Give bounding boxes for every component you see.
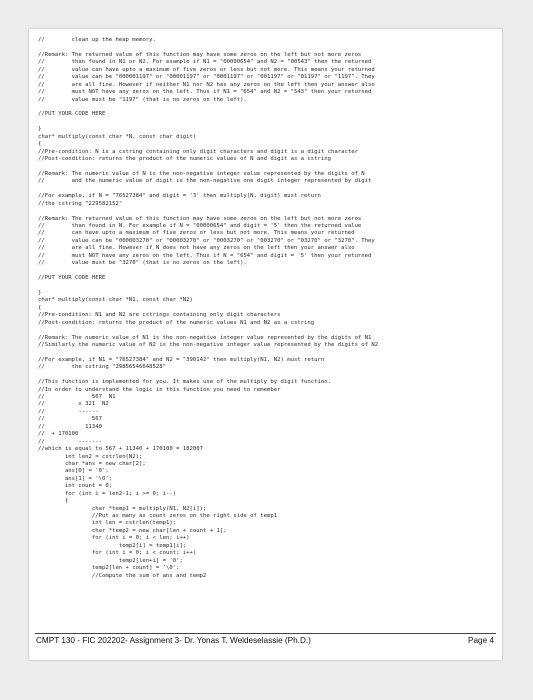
code-line: //Put as many as count zeros on the right side of temp1 <box>38 513 278 519</box>
code-line: // value can be "000003270" or "00003270" or "0003270" or "003270" or "03270" or "3270". They <box>38 237 375 244</box>
code-line: //Pre-condition: N is a cstring containing only digit characters and digit is a digit character <box>38 148 358 155</box>
code-line: char *temp2 = new char[len + count + 1]; <box>38 527 227 534</box>
code-line: //Remark: The returned value of this function may have some zeros on the left but not more zeros <box>38 215 362 222</box>
code-line: // the cstring "29856546648528" <box>38 364 166 371</box>
code-line: //the cstring "229582152" <box>38 200 123 207</box>
code-line: //In order to understand the logic in this function you need to remember <box>38 386 281 393</box>
code-line: int len2 = cstrlen(N2); <box>38 453 143 460</box>
page-number: Page 4 <box>468 636 494 645</box>
code-line: // can have upto a maximum of five zeros or less but not more. This means your returned <box>38 230 355 237</box>
code-line: // value must be "3270" (that is no zeros on the left). <box>38 260 247 267</box>
code-line: int len = cstrlen(temp1); <box>38 520 177 527</box>
code-line <box>38 268 498 275</box>
code-line: //Compute the sum of ans and temp2 <box>38 572 207 579</box>
code-line <box>38 44 498 51</box>
code-line: // than found in N. For example if N = "00000654" and digit = '5' then the returned value <box>38 222 362 229</box>
code-line <box>38 119 498 126</box>
code-line: char *ans = new char[2]; <box>38 460 146 467</box>
code-line: temp2[len + count] = '\0'; <box>38 565 180 572</box>
code-line: // than found in N1 or N2. For example if N1 = "00000654" and N2 = "00543" then the returned <box>38 59 372 66</box>
code-line: // value can have upto a maximum of five zeros or less but not more. This means your returned <box>38 66 375 73</box>
code-line: int count = 0; <box>38 483 113 490</box>
code-line: char *temp1 = multiply(N1, N2[i]); <box>38 505 207 512</box>
code-line: //Remark: The returned value of this function may have some zeros on the left but not more zeros <box>38 51 362 58</box>
code-line: //Pre-condition: N1 and N2 are cstrings containing only digit characters <box>38 312 281 319</box>
code-line: char* multiply(const char *N, const char digit) <box>38 133 197 140</box>
code-line: // 567 <box>38 416 102 423</box>
code-line: // and the numeric value of digit is the non-negative one digit integer represented by digit <box>38 178 372 185</box>
code-line: // must NOT have any zeros on the left. Thus if N = "654" and digit = '5' then your returned <box>38 252 372 259</box>
code-line <box>38 104 498 111</box>
code-line: //For example, if N = "76527384" and digit = '3' then multiply(N, digit) must return <box>38 193 321 200</box>
code-line: //For example, if N1 = "76527384" and N2 = "390142" then multiply(N1, N2) must return <box>38 356 325 363</box>
code-line: //PUT YOUR CODE HERE <box>38 275 106 281</box>
code-line <box>38 163 498 170</box>
code-line: //which is equal to 567 + 11340 + 170100 = 182007 <box>38 446 204 453</box>
code-line: temp2[i] = temp1[i]; <box>38 542 187 549</box>
code-line: // 567 N1 <box>38 394 116 400</box>
code-line: //Remark: The numeric value of N is the non-negative integer value represented by the digits of N <box>38 170 365 177</box>
code-line <box>38 186 498 193</box>
footer-title: CMPT 130 - FIC 202202- Assignment 3- Dr. Yonas T. Weldeselassie (Ph.D.) <box>36 636 311 645</box>
code-line: { <box>38 141 42 148</box>
code-line <box>38 349 498 356</box>
code-line: // value must be "1197" (that is no zeros on the left). <box>38 96 247 103</box>
code-line <box>38 372 498 379</box>
code-line: // are all fine. However if neither N1 nor N2 has any zeros on the left then your answer also <box>38 81 375 88</box>
code-line: ans[1] = '\0'; <box>38 475 113 482</box>
code-line <box>38 208 498 215</box>
code-line: { <box>38 304 42 311</box>
code-line <box>38 327 498 334</box>
code-line: // ------- <box>38 438 102 445</box>
code-line: //This function is implemented for you. It makes use of the multiply by digit function. <box>38 379 331 386</box>
code-line <box>38 282 498 289</box>
code-block <box>38 37 498 580</box>
code-line: // + 170100 <box>38 431 79 438</box>
code-line: char* multiply(const char *N1, const char *N2) <box>38 297 193 304</box>
code-line: // value can be "000001197" or "00001197" or "0001197" or "001197" or "01197" or "1197". They <box>38 74 375 81</box>
code-line: // x 321 N2 <box>38 401 109 408</box>
code-line: // are all fine. However if N does not have any zeros on the left then your answer also <box>38 245 355 252</box>
code-line: //PUT YOUR CODE HERE <box>38 111 106 118</box>
code-line: // must NOT have any zeros on the left. Thus if N1 = "654" and N2 = "543" then your returned <box>38 89 372 96</box>
footer-divider <box>35 633 496 634</box>
code-line: for (int i = 0; i < count; i++) <box>38 550 197 557</box>
code-line: //Similarly the numeric value of N2 is the non-negative integer value represented by the digits of N2 <box>38 341 379 348</box>
document-page <box>29 29 502 660</box>
code-line: for (int i = 0; i < len; i++) <box>38 535 190 542</box>
code-line: } <box>38 126 42 133</box>
code-line: } <box>38 289 42 296</box>
code-line: // 11340 <box>38 423 102 430</box>
code-line: // ------ <box>38 408 99 415</box>
code-line: //Post-condition: returns the product of the numeric values of N and digit as a cstring <box>38 156 331 162</box>
code-line: for (int i = len2-1; i >= 0; i--) <box>38 490 177 497</box>
code-line: ans[0] = '0'; <box>38 468 109 475</box>
code-line: //Remark: The numeric value of N1 is the non-negative integer value represented by the digits of N1 <box>38 334 372 341</box>
code-line: //Post-condition: returns the product of the numeric values N1 and N2 as a cstring <box>38 319 315 326</box>
code-line: { <box>38 498 69 505</box>
code-line: // clean up the heap memory. <box>38 37 156 43</box>
code-line: temp2[len+i] = '0'; <box>38 557 183 564</box>
